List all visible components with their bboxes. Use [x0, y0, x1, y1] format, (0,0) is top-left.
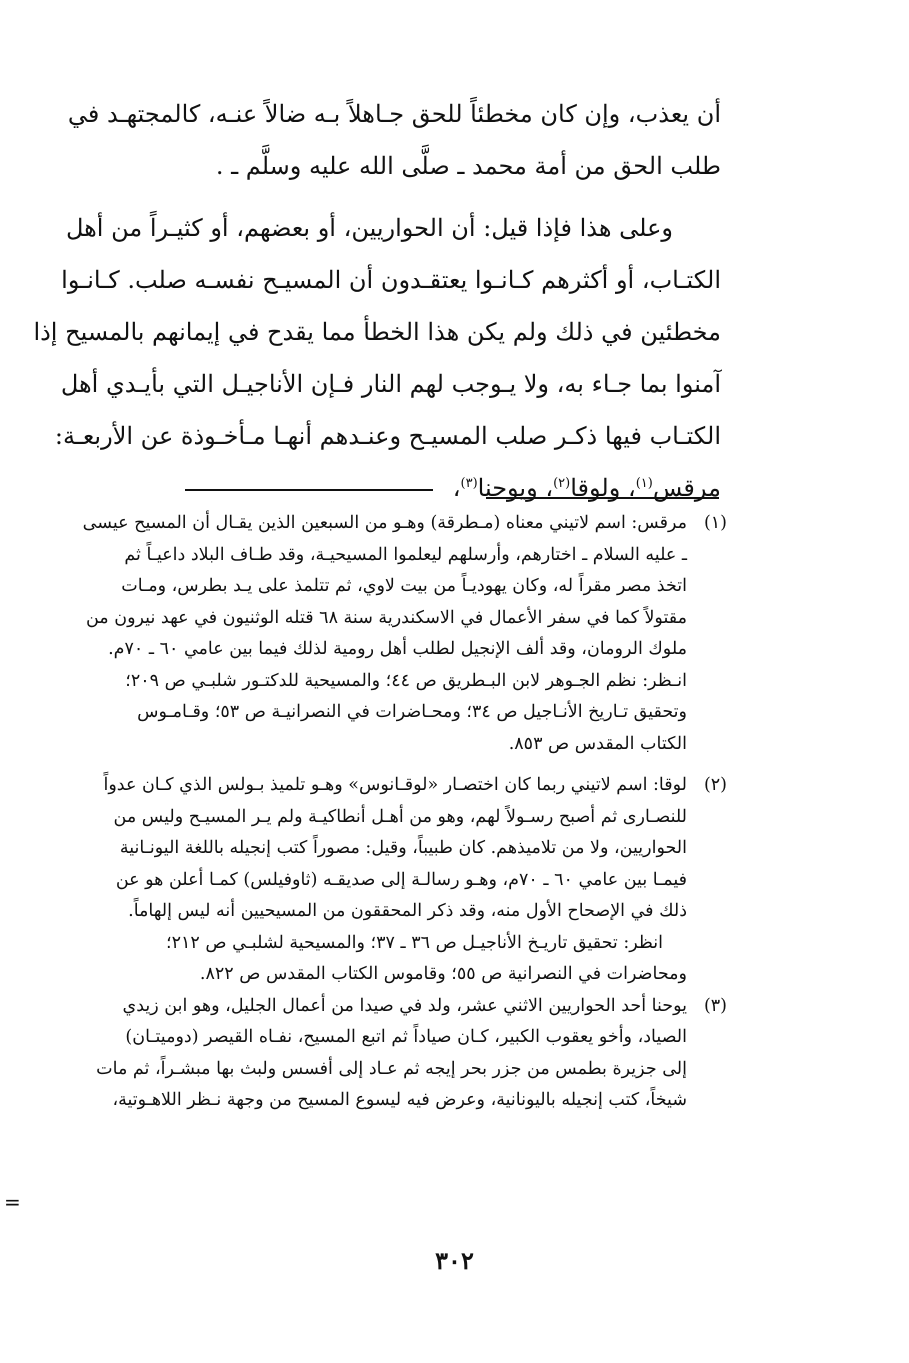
footnote-body	[32, 991, 687, 1117]
footnote-line: اتخذ مصر مقراً له، وكان يهوديـاً من بيت لاوي، ثم تتلمذ على يـد بطرس، ومـات	[121, 576, 687, 596]
footnote-line: ملوك الرومان، وقد ألف الإنجيل لطلب أهل رومية لذلك فيما بين عامي ٦٠ ـ ٧٠م.	[108, 639, 687, 659]
footnote-reference-line: انـظر: نظم الجـوهر لابن البـطريق ص ٤٤؛ والمسيحية للدكتـور شلبـي ص ٢٠٩؛	[125, 670, 687, 691]
paragraph-2-line-2: الكتـاب، أو أكثرهم كـانـوا يعتقـدون أن المسيـح نفسـه صلب. كـانـوا	[61, 266, 721, 294]
footnotes	[32, 508, 727, 1117]
footnote-reference-line: ومحاضرات في النصرانية ص ٥٥؛ وقاموس الكتاب المقدس ص ٨٢٢.	[199, 964, 687, 984]
footnote-2	[32, 770, 727, 991]
paragraph-2-line-6: مرقس$^{(١)}$، ولوقا$^{(٢)}$، ويوحنا$^{(٣)}$،	[33, 462, 721, 514]
footnote-line: للنصـارى ثم أصبح رسـولاً لهم، وهو من أهـل أنطاكيـة ولم يـر المسيـح وليس من	[113, 806, 687, 827]
name-luke: ولوقا	[570, 474, 621, 502]
name-mark: مرقس	[652, 474, 721, 502]
paragraph-1-line-1: أن يعذب، وإن كان مخطئاً للحق جـاهلاً بـه ضالاً عنـه، كالمجتهـد في	[67, 100, 721, 128]
footnote-3	[32, 991, 727, 1117]
footnote-reference-line: الكتاب المقدس ص ٨٥٣.	[508, 733, 687, 754]
footnote-line: مرقس: اسم لاتيني معناه (مـطرقة) وهـو من السبعين الذين يقـال أن المسيح عيسى	[82, 513, 687, 533]
footnote-line: ذلك في الإصحاح الأول منه، وقد ذكر المحققون من المسيحيين أنه ليس إلهاماً.	[128, 901, 687, 921]
paragraph-2-line-3: مخطئين في ذلك ولم يكن هذا الخطأ مما يقدح في إيمانهم بالمسيح إذا	[33, 318, 721, 346]
footnote-line: إلى جزيرة بطمس من جزر بحر إيجه ثم عـاد إلى أفسس ولبث بها مبشـراً، ثم مات	[96, 1058, 687, 1079]
footnote-ref-1[interactable]: (١)	[635, 476, 653, 491]
footnote-separator	[486, 497, 719, 499]
name-john: ويوحنا	[477, 474, 538, 502]
footnote-1	[32, 508, 727, 760]
paragraph-2-line-5: الكتـاب فيها ذكـر صلب المسيـح وعنـدهم أنهـا مـأخـوذة عن الأربعـة:	[54, 422, 721, 450]
footnote-reference-line: وتحقيق تـاريخ الأنـاجيل ص ٣٤؛ ومحـاضرات في النصرانيـة ص ٥٣؛ وقـامـوس	[137, 702, 687, 722]
footnote-line: فيمـا بين عامي ٦٠ ـ ٧٠م، وهـو رسالـة إلى صديقـه (ثاوفيلس) كمـا أعلن هو عن	[115, 869, 687, 890]
paragraph-2-line-4: آمنوا بما جـاء به، ولا يـوجب لهم النار فـإن الأناجيـل التي بأيـدي أهل	[60, 370, 721, 398]
footnote-ref-2[interactable]: (٢)	[553, 476, 571, 491]
paragraph-2-line-1: وعلى هذا فإذا قيل: أن الحواريين، أو بعضهم، أو كثيـراً من أهل	[65, 214, 673, 242]
footnote-line: ـ عليه السلام ـ اختارهم، وأرسلهم ليعلموا المسيحيـة، وقد طـاف البلاد داعيـاً ثم	[124, 544, 687, 565]
page-number: ٣٠٢	[435, 1246, 474, 1275]
footnote-line: لوقا: اسم لاتيني ربما كان اختصـار «لوقـانوس» وهـو تلميذ بـولس الذي كـان عدواً	[103, 775, 687, 795]
footnote-line: يوحنا أحد الحواريين الاثني عشر، ولد في صيدا من أعمال الجليل، وهو ابن زيدي	[122, 995, 687, 1016]
footnote-ref-3[interactable]: (٣)	[460, 476, 478, 491]
continuation-mark: =	[4, 1190, 21, 1214]
footnote-line: الحواريين، ولا من تلاميذهم. كان طبيباً، وقيل: مصوراً كتب إنجيله باللغة اليونـانية	[119, 838, 687, 858]
footnote-reference-line: انظر: تحقيق تاريـخ الأناجيـل ص ٣٦ ـ ٣٧؛ والمسيحية لشلبـي ص ٢١٢؛	[166, 932, 663, 953]
footnote-number: (١)	[703, 513, 727, 533]
footnote-body	[32, 770, 687, 991]
footnote-line: الصياد، وأخو يعقوب الكبير، كـان صياداً ثم اتبع المسيح، نفـاه القيصر (دوميتـان)	[125, 1027, 687, 1047]
footnote-number: (٣)	[703, 995, 727, 1016]
footnote-number: (٢)	[703, 775, 727, 795]
footnote-line: شيخاً، كتب إنجيله باليونانية، وعرض فيه ليسوع المسيح من وجهة نـظر اللاهـوتية،	[112, 1090, 687, 1110]
continuation-dash-line	[185, 489, 433, 491]
footnote-body	[32, 508, 687, 760]
main-text-block	[33, 88, 721, 514]
paragraph-1-line-2: طلب الحق من أمة محمد ـ صلَّى الله عليه وسلَّم ـ .	[215, 152, 721, 180]
footnote-line: مقتولاً كما في سفر الأعمال في الاسكندرية سنة ٦٨ قتله الوثنيون في عهد نيرون من	[85, 607, 687, 628]
